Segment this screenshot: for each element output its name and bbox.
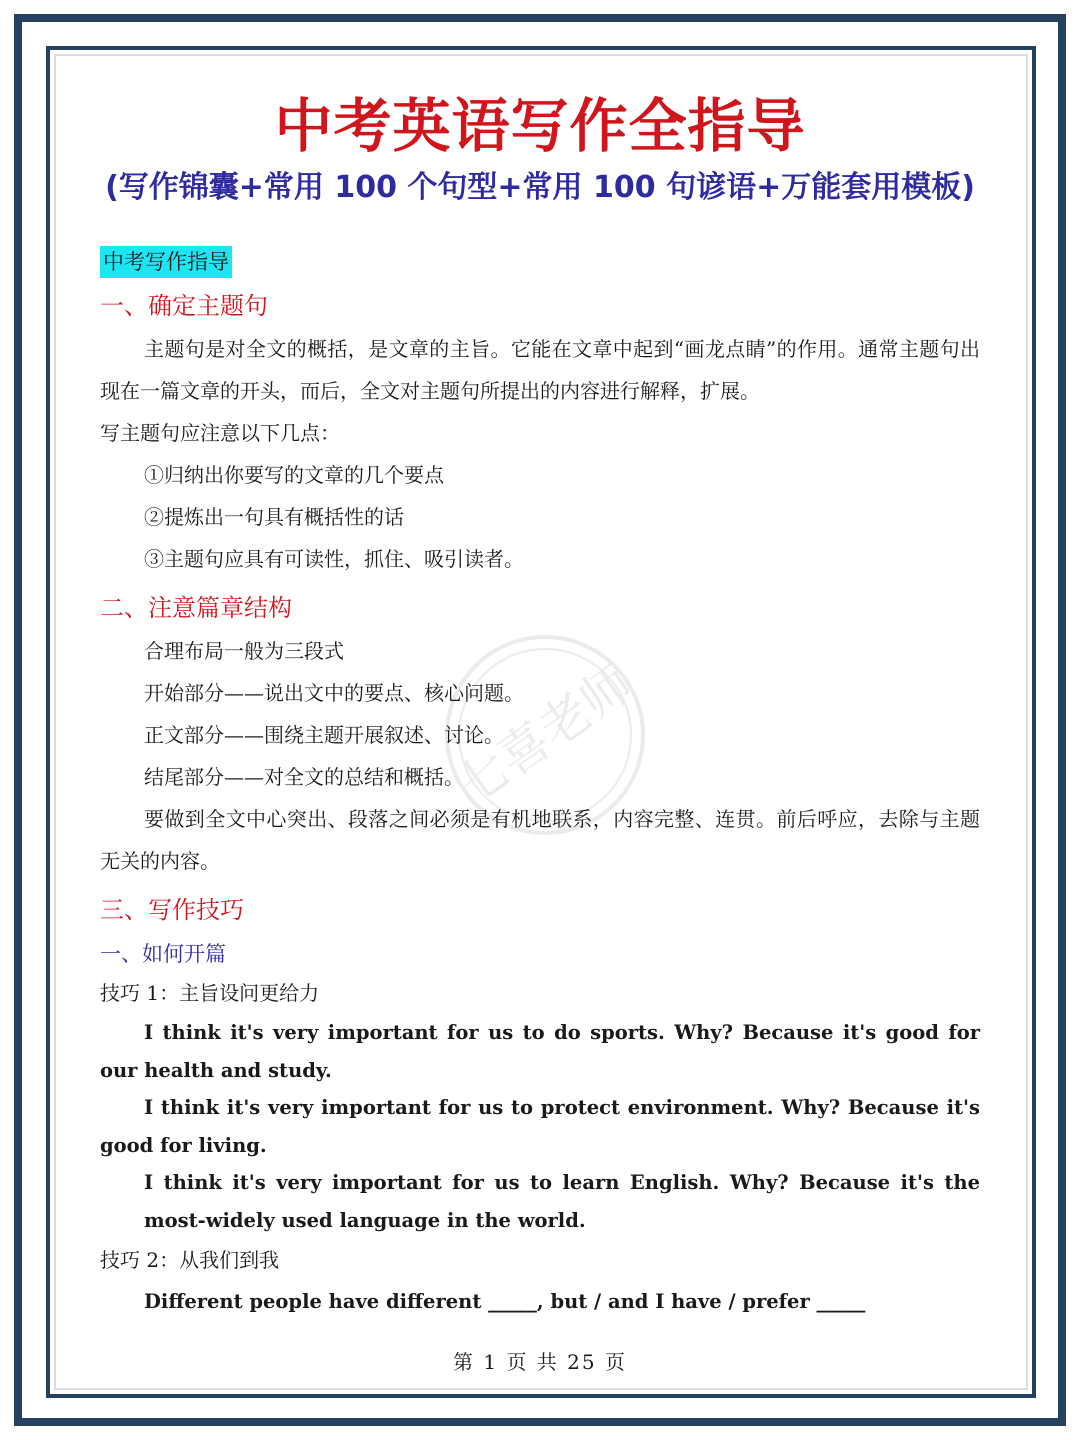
example-sentence: I think it's very important for us to protect environment. Why? Because it's good for living. [100, 1096, 980, 1157]
document-title: 中考英语写作全指导 [274, 92, 806, 160]
example-sentence: Different people have different _____, but / and I have / prefer _____ [144, 1290, 866, 1313]
example-sentence: I think it's very important for us to learn English. Why? Because it's the most-widely used language in the world. [144, 1171, 980, 1232]
document-subtitle: (写作锦囊+常用 100 个句型+常用 100 句谚语+万能套用模板) [105, 170, 975, 205]
svg-text:七喜老师: 七喜老师 [446, 653, 644, 817]
list-item: ②提炼出一句具有概括性的话 [144, 505, 404, 529]
list-item: 结尾部分——对全文的总结和概括。 [144, 765, 464, 789]
document-page [100, 82, 980, 1321]
paragraph: 主题句是对全文的概括，是文章的主旨。它能在文章中起到“画龙点睛”的作用。通常主题句出现在一篇文章的开头，而后，全文对主题句所提出的内容进行解释，扩展。 [100, 337, 980, 403]
section-heading-3: 三、写作技巧 [100, 896, 244, 924]
list-item: 合理布局一般为三段式 [144, 639, 344, 663]
paragraph: 写主题句应注意以下几点： [100, 421, 340, 445]
section-tag: 中考写作指导 [100, 246, 232, 278]
tip-label: 技巧 1：主旨设问更给力 [100, 981, 320, 1005]
example-sentence: I think it's very important for us to do sports. Why? Because it's good for our health and study. [100, 1021, 980, 1082]
list-item: ①归纳出你要写的文章的几个要点 [144, 463, 444, 487]
tip-label: 技巧 2：从我们到我 [100, 1248, 280, 1272]
paragraph: 要做到全文中心突出、段落之间必须是有机地联系，内容完整、连贯。前后呼应，去除与主题无关的内容。 [100, 807, 980, 873]
section-heading-1: 一、确定主题句 [100, 292, 268, 320]
section-heading-2: 二、注意篇章结构 [100, 594, 292, 622]
list-item: ③主题句应具有可读性，抓住、吸引读者。 [144, 547, 524, 571]
list-item: 正文部分——围绕主题开展叙述、讨论。 [144, 723, 504, 747]
list-item: 开始部分——说出文中的要点、核心问题。 [144, 681, 524, 705]
page-footer: 第 1 页 共 25 页 [453, 1350, 627, 1374]
subsection-heading: 一、如何开篇 [100, 942, 226, 966]
